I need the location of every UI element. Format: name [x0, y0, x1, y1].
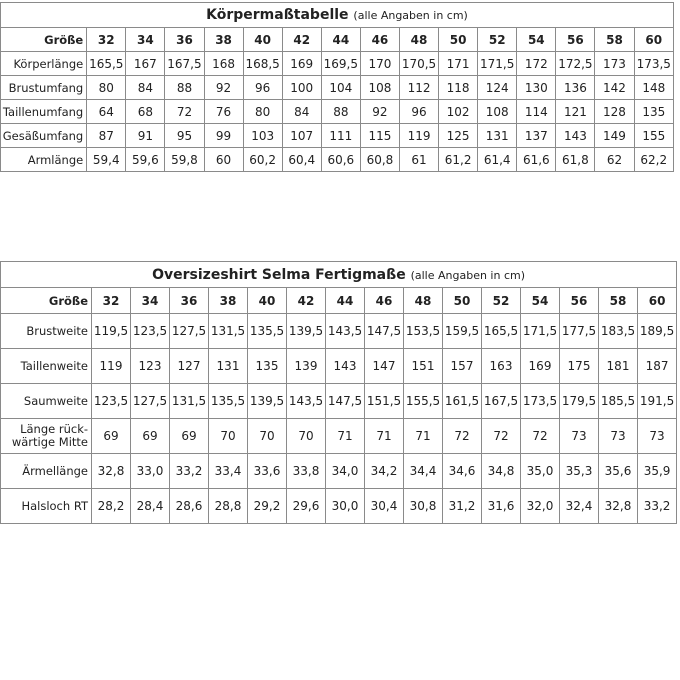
- value-cell: 92: [204, 76, 243, 100]
- value-cell: 71: [326, 419, 365, 454]
- value-cell: 139,5: [287, 314, 326, 349]
- value-cell: 87: [87, 124, 126, 148]
- value-cell: 104: [321, 76, 360, 100]
- value-cell: 60,6: [321, 148, 360, 172]
- table-row: [1, 419, 677, 454]
- value-cell: 149: [595, 124, 634, 148]
- value-cell: 107: [282, 124, 321, 148]
- value-cell: 102: [439, 100, 478, 124]
- value-cell: 60: [204, 148, 243, 172]
- value-cell: 175: [560, 349, 599, 384]
- value-cell: 155,5: [404, 384, 443, 419]
- value-cell: 153,5: [404, 314, 443, 349]
- value-cell: 34,0: [326, 454, 365, 489]
- size-cell: 34: [126, 28, 165, 52]
- value-cell: 31,2: [443, 489, 482, 524]
- row-label: Taillenweite: [1, 349, 92, 384]
- value-cell: 62: [595, 148, 634, 172]
- garment-table-size-row: [1, 288, 677, 314]
- value-cell: 31,6: [482, 489, 521, 524]
- body-table-note: (alle Angaben in cm): [353, 9, 468, 22]
- value-cell: 137: [517, 124, 556, 148]
- value-cell: 59,8: [165, 148, 204, 172]
- value-cell: 167,5: [165, 52, 204, 76]
- value-cell: 127: [170, 349, 209, 384]
- garment-table-note: (alle Angaben in cm): [410, 268, 526, 282]
- size-cell: 48: [404, 288, 443, 314]
- value-cell: 69: [92, 419, 131, 454]
- size-cell: 50: [439, 28, 478, 52]
- size-cell: 56: [560, 288, 599, 314]
- value-cell: 171,5: [478, 52, 517, 76]
- value-cell: 71: [404, 419, 443, 454]
- size-cell: 58: [599, 288, 638, 314]
- value-cell: 112: [399, 76, 438, 100]
- value-cell: 61,4: [478, 148, 517, 172]
- table-row: [1, 76, 674, 100]
- value-cell: 61,8: [556, 148, 595, 172]
- value-cell: 60,4: [282, 148, 321, 172]
- value-cell: 189,5: [638, 314, 677, 349]
- value-cell: 61,2: [439, 148, 478, 172]
- value-cell: 143,5: [326, 314, 365, 349]
- size-cell: 38: [204, 28, 243, 52]
- row-label: Gesäßumfang: [1, 124, 87, 148]
- value-cell: 172: [517, 52, 556, 76]
- table-row: [1, 384, 677, 419]
- size-cell: 42: [287, 288, 326, 314]
- value-cell: 157: [443, 349, 482, 384]
- value-cell: 159,5: [443, 314, 482, 349]
- body-table-title: [1, 3, 674, 28]
- value-cell: 148: [634, 76, 673, 100]
- value-cell: 72: [165, 100, 204, 124]
- value-cell: 130: [517, 76, 556, 100]
- value-cell: 167,5: [482, 384, 521, 419]
- table-row: [1, 124, 674, 148]
- value-cell: 143: [326, 349, 365, 384]
- size-cell: 36: [165, 28, 204, 52]
- value-cell: 123: [131, 349, 170, 384]
- value-cell: 62,2: [634, 148, 673, 172]
- row-label: Brustumfang: [1, 76, 87, 100]
- value-cell: 119: [92, 349, 131, 384]
- value-cell: 61,6: [517, 148, 556, 172]
- value-cell: 170: [360, 52, 399, 76]
- value-cell: 128: [595, 100, 634, 124]
- value-cell: 88: [321, 100, 360, 124]
- value-cell: 127,5: [131, 384, 170, 419]
- value-cell: 127,5: [170, 314, 209, 349]
- garment-measurement-table: [0, 261, 677, 524]
- size-cell: 40: [248, 288, 287, 314]
- size-cell: 46: [365, 288, 404, 314]
- value-cell: 142: [595, 76, 634, 100]
- value-cell: 28,2: [92, 489, 131, 524]
- value-cell: 135,5: [248, 314, 287, 349]
- value-cell: 151: [404, 349, 443, 384]
- value-cell: 108: [360, 76, 399, 100]
- value-cell: 135: [248, 349, 287, 384]
- value-cell: 69: [170, 419, 209, 454]
- value-cell: 147,5: [365, 314, 404, 349]
- value-cell: 96: [399, 100, 438, 124]
- size-cell: 56: [556, 28, 595, 52]
- value-cell: 35,6: [599, 454, 638, 489]
- row-label: Saumweite: [1, 384, 92, 419]
- value-cell: 131,5: [209, 314, 248, 349]
- size-cell: 54: [521, 288, 560, 314]
- size-cell: 40: [243, 28, 282, 52]
- value-cell: 70: [209, 419, 248, 454]
- value-cell: 69: [131, 419, 170, 454]
- value-cell: 100: [282, 76, 321, 100]
- value-cell: 155: [634, 124, 673, 148]
- value-cell: 173,5: [521, 384, 560, 419]
- value-cell: 33,0: [131, 454, 170, 489]
- value-cell: 64: [87, 100, 126, 124]
- value-cell: 131: [478, 124, 517, 148]
- value-cell: 171: [439, 52, 478, 76]
- value-cell: 33,6: [248, 454, 287, 489]
- value-cell: 173,5: [634, 52, 673, 76]
- value-cell: 103: [243, 124, 282, 148]
- size-cell: 38: [209, 288, 248, 314]
- size-cell: 60: [634, 28, 673, 52]
- value-cell: 111: [321, 124, 360, 148]
- table-row: [1, 52, 674, 76]
- value-cell: 59,6: [126, 148, 165, 172]
- value-cell: 33,2: [170, 454, 209, 489]
- value-cell: 76: [204, 100, 243, 124]
- value-cell: 147,5: [326, 384, 365, 419]
- body-measurement-table: [0, 2, 674, 172]
- value-cell: 95: [165, 124, 204, 148]
- value-cell: 143: [556, 124, 595, 148]
- value-cell: 34,8: [482, 454, 521, 489]
- size-cell: 54: [517, 28, 556, 52]
- value-cell: 80: [243, 100, 282, 124]
- value-cell: 28,6: [170, 489, 209, 524]
- row-label: Armlänge: [1, 148, 87, 172]
- value-cell: 68: [126, 100, 165, 124]
- value-cell: 181: [599, 349, 638, 384]
- value-cell: 114: [517, 100, 556, 124]
- value-cell: 118: [439, 76, 478, 100]
- value-cell: 88: [165, 76, 204, 100]
- value-cell: 124: [478, 76, 517, 100]
- value-cell: 71: [365, 419, 404, 454]
- value-cell: 73: [638, 419, 677, 454]
- size-cell: 58: [595, 28, 634, 52]
- size-cell: 32: [92, 288, 131, 314]
- size-cell: 46: [360, 28, 399, 52]
- value-cell: 30,0: [326, 489, 365, 524]
- size-cell: 48: [399, 28, 438, 52]
- value-cell: 72: [482, 419, 521, 454]
- body-table-size-row: [1, 28, 674, 52]
- size-cell: 60: [638, 288, 677, 314]
- value-cell: 151,5: [365, 384, 404, 419]
- value-cell: 168,5: [243, 52, 282, 76]
- value-cell: 136: [556, 76, 595, 100]
- value-cell: 33,2: [638, 489, 677, 524]
- value-cell: 172,5: [556, 52, 595, 76]
- table-row: [1, 314, 677, 349]
- row-label: Taillenumfang: [1, 100, 87, 124]
- value-cell: 135: [634, 100, 673, 124]
- value-cell: 33,4: [209, 454, 248, 489]
- table-row: [1, 454, 677, 489]
- size-header: Größe: [1, 28, 87, 52]
- value-cell: 32,4: [560, 489, 599, 524]
- row-label: Ärmellänge: [1, 454, 92, 489]
- value-cell: 61: [399, 148, 438, 172]
- value-cell: 28,8: [209, 489, 248, 524]
- value-cell: 70: [248, 419, 287, 454]
- row-label: Halsloch RT: [1, 489, 92, 524]
- table-row: [1, 148, 674, 172]
- size-header: Größe: [1, 288, 92, 314]
- value-cell: 96: [243, 76, 282, 100]
- value-cell: 92: [360, 100, 399, 124]
- value-cell: 170,5: [399, 52, 438, 76]
- garment-table-title-text: Oversizeshirt Selma Fertigmaße: [152, 266, 406, 283]
- value-cell: 99: [204, 124, 243, 148]
- value-cell: 34,4: [404, 454, 443, 489]
- size-cell: 44: [326, 288, 365, 314]
- value-cell: 139: [287, 349, 326, 384]
- value-cell: 84: [282, 100, 321, 124]
- value-cell: 173: [595, 52, 634, 76]
- value-cell: 121: [556, 100, 595, 124]
- value-cell: 165,5: [87, 52, 126, 76]
- value-cell: 108: [478, 100, 517, 124]
- value-cell: 191,5: [638, 384, 677, 419]
- value-cell: 179,5: [560, 384, 599, 419]
- value-cell: 72: [521, 419, 560, 454]
- size-cell: 42: [282, 28, 321, 52]
- value-cell: 32,8: [92, 454, 131, 489]
- value-cell: 34,2: [365, 454, 404, 489]
- value-cell: 169: [282, 52, 321, 76]
- value-cell: 147: [365, 349, 404, 384]
- value-cell: 70: [287, 419, 326, 454]
- garment-table-title: [1, 262, 677, 288]
- value-cell: 169: [521, 349, 560, 384]
- body-table-title-text: Körpermaßtabelle: [206, 7, 349, 23]
- value-cell: 29,2: [248, 489, 287, 524]
- value-cell: 60,2: [243, 148, 282, 172]
- value-cell: 28,4: [131, 489, 170, 524]
- row-label: Brustweite: [1, 314, 92, 349]
- value-cell: 32,0: [521, 489, 560, 524]
- value-cell: 125: [439, 124, 478, 148]
- value-cell: 72: [443, 419, 482, 454]
- value-cell: 60,8: [360, 148, 399, 172]
- value-cell: 84: [126, 76, 165, 100]
- value-cell: 119: [399, 124, 438, 148]
- value-cell: 143,5: [287, 384, 326, 419]
- value-cell: 163: [482, 349, 521, 384]
- value-cell: 30,4: [365, 489, 404, 524]
- table-row: [1, 489, 677, 524]
- value-cell: 34,6: [443, 454, 482, 489]
- value-cell: 171,5: [521, 314, 560, 349]
- size-cell: 34: [131, 288, 170, 314]
- value-cell: 183,5: [599, 314, 638, 349]
- table-row: [1, 100, 674, 124]
- value-cell: 177,5: [560, 314, 599, 349]
- size-cell: 52: [482, 288, 521, 314]
- value-cell: 131,5: [170, 384, 209, 419]
- table-row: [1, 349, 677, 384]
- value-cell: 35,9: [638, 454, 677, 489]
- value-cell: 167: [126, 52, 165, 76]
- value-cell: 33,8: [287, 454, 326, 489]
- value-cell: 187: [638, 349, 677, 384]
- value-cell: 139,5: [248, 384, 287, 419]
- value-cell: 59,4: [87, 148, 126, 172]
- value-cell: 135,5: [209, 384, 248, 419]
- value-cell: 35,3: [560, 454, 599, 489]
- value-cell: 169,5: [321, 52, 360, 76]
- value-cell: 165,5: [482, 314, 521, 349]
- value-cell: 35,0: [521, 454, 560, 489]
- value-cell: 119,5: [92, 314, 131, 349]
- value-cell: 73: [599, 419, 638, 454]
- row-label: Länge rück-wärtige Mitte: [1, 419, 92, 454]
- size-cell: 44: [321, 28, 360, 52]
- value-cell: 80: [87, 76, 126, 100]
- value-cell: 123,5: [92, 384, 131, 419]
- row-label: Körperlänge: [1, 52, 87, 76]
- size-cell: 36: [170, 288, 209, 314]
- value-cell: 29,6: [287, 489, 326, 524]
- value-cell: 168: [204, 52, 243, 76]
- value-cell: 73: [560, 419, 599, 454]
- value-cell: 91: [126, 124, 165, 148]
- value-cell: 115: [360, 124, 399, 148]
- size-cell: 50: [443, 288, 482, 314]
- value-cell: 185,5: [599, 384, 638, 419]
- value-cell: 161,5: [443, 384, 482, 419]
- value-cell: 32,8: [599, 489, 638, 524]
- size-cell: 52: [478, 28, 517, 52]
- size-cell: 32: [87, 28, 126, 52]
- value-cell: 123,5: [131, 314, 170, 349]
- value-cell: 131: [209, 349, 248, 384]
- value-cell: 30,8: [404, 489, 443, 524]
